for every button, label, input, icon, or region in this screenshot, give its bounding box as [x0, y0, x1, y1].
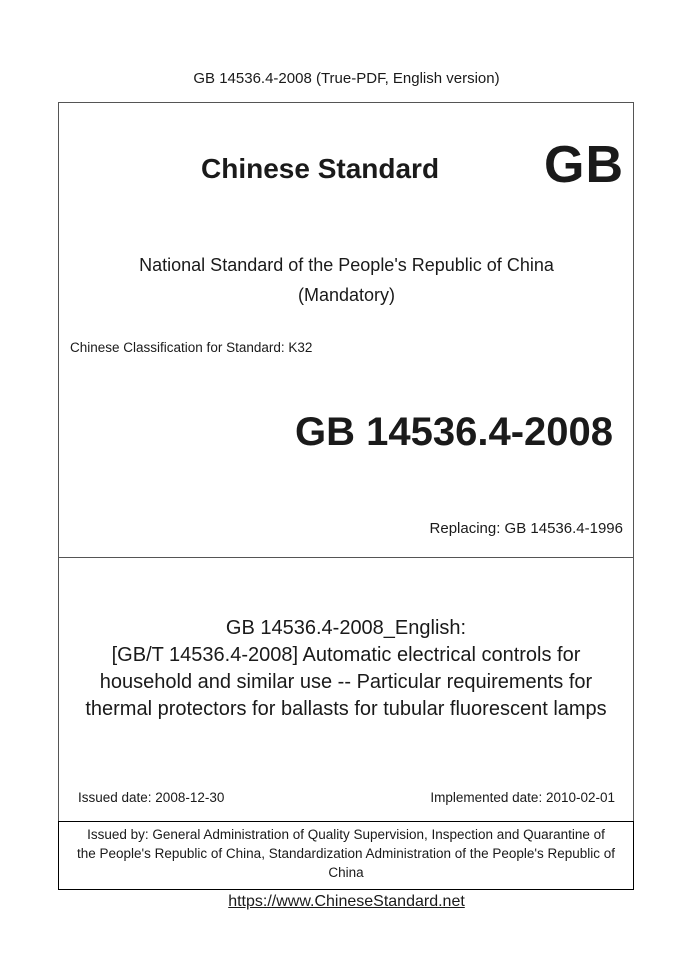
issuer-box	[58, 821, 634, 890]
replacing-label: Replacing: GB 14536.4-1996	[429, 520, 623, 537]
standard-number: GB 14536.4-2008	[294, 410, 613, 454]
national-standard-label	[0, 250, 693, 310]
title-line: thermal protectors for ballasts for tubular fluorescent lamps	[85, 698, 607, 720]
title-line: GB 14536.4-2008_English:	[225, 617, 467, 639]
brand-title: Chinese Standard	[201, 153, 440, 184]
document-title	[58, 615, 634, 723]
website-link[interactable]: https://www.ChineseStandard.net	[228, 893, 465, 910]
issued-date: Issued date: 2008-12-30	[78, 790, 225, 805]
implemented-date: Implemented date: 2010-02-01	[430, 790, 615, 805]
title-line: household and similar use -- Particular requirements for	[99, 671, 593, 693]
mandatory-label: (Mandatory)	[297, 285, 396, 305]
issuer-line: Issued by: General Administration of Quality Supervision, Inspection and Quarantine of	[87, 827, 605, 842]
issuer-line: the People's Republic of China, Standardization Administration of the People's Republic of	[77, 846, 615, 861]
document-header: GB 14536.4-2008 (True-PDF, English version)	[193, 70, 500, 87]
classification-label: Chinese Classification for Standard: K32	[70, 340, 313, 355]
national-standard-line: National Standard of the People's Republic of China	[139, 255, 554, 275]
gb-mark: GB	[544, 136, 624, 194]
issuer-line: China	[328, 865, 364, 880]
title-line: [GB/T 14536.4-2008] Automatic electrical controls for	[111, 644, 581, 666]
